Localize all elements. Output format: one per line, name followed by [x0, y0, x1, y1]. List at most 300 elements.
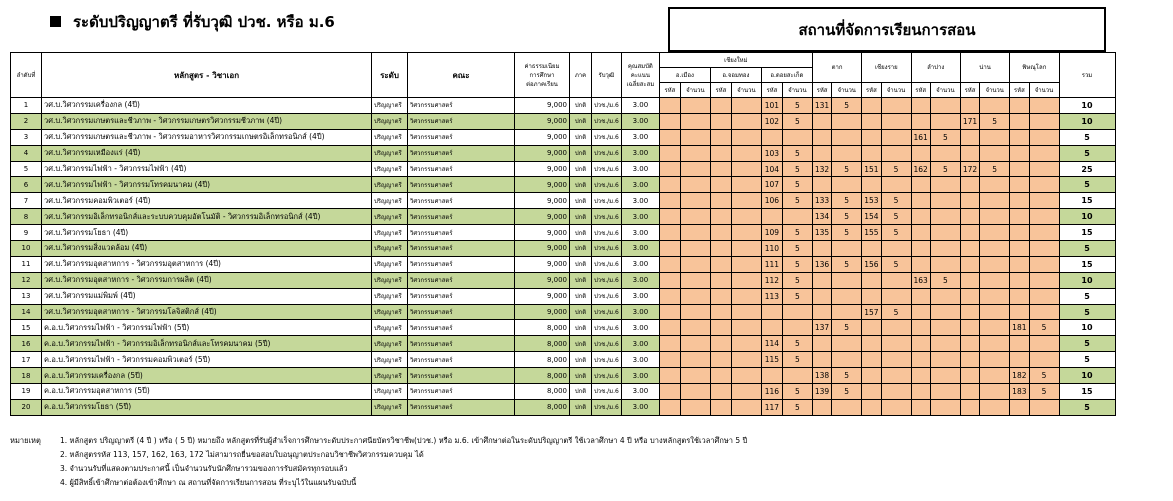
- venue-count-cell: 5: [782, 272, 812, 288]
- row-gpa: 3.00: [621, 368, 659, 384]
- venue-code-cell: [911, 145, 930, 161]
- row-term: ปกติ: [570, 320, 592, 336]
- row-no: 16: [11, 336, 42, 352]
- venue-count-cell: [782, 129, 812, 145]
- row-faculty: วิศวกรรมศาสตร์: [408, 368, 515, 384]
- venue-count-cell: [980, 145, 1010, 161]
- header-fee: ค่าธรรมเนียม การศึกษา ต่อภาคเรียน: [515, 53, 570, 98]
- venue-count-cell: [881, 368, 911, 384]
- venue-code-cell: [710, 384, 731, 400]
- header-cm-chomthong: อ.จอมทอง: [710, 68, 761, 83]
- row-total: 15: [1059, 256, 1115, 272]
- venue-count-cell: 5: [782, 225, 812, 241]
- row-total: 5: [1059, 288, 1115, 304]
- table-row: [11, 288, 1116, 304]
- venue-code-cell: [710, 209, 731, 225]
- row-qual: ปวช./ม.6: [592, 368, 622, 384]
- row-level: ปริญญาตรี: [372, 98, 408, 114]
- venue-count-cell: [1029, 352, 1059, 368]
- venue-code-cell: [659, 304, 680, 320]
- venue-code-cell: [960, 399, 979, 415]
- venue-code-cell: [659, 241, 680, 257]
- venue-count-cell: [731, 129, 761, 145]
- header-count: จำนวน: [680, 83, 710, 98]
- row-fee: 8,000: [515, 384, 570, 400]
- venue-code-cell: [862, 336, 881, 352]
- row-term: ปกติ: [570, 288, 592, 304]
- venue-code-cell: [659, 129, 680, 145]
- row-level: ปริญญาตรี: [372, 209, 408, 225]
- venue-count-cell: [731, 113, 761, 129]
- venue-count-cell: [680, 193, 710, 209]
- venue-code-cell: 136: [812, 256, 831, 272]
- venue-count-cell: [680, 399, 710, 415]
- row-qual: ปวช./ม.6: [592, 320, 622, 336]
- row-no: 1: [11, 98, 42, 114]
- venue-code-cell: [911, 304, 930, 320]
- venue-count-cell: [680, 304, 710, 320]
- venue-count-cell: [881, 320, 911, 336]
- venue-code-cell: [659, 368, 680, 384]
- note-item: 3. จำนวนรับที่แสดงตามประกาศนี้ เป็นจำนวนรับนักศึกษารวมของการรับสมัครทุกรอบแล้ว: [60, 464, 348, 473]
- row-faculty: วิศวกรรมศาสตร์: [408, 177, 515, 193]
- venue-code-cell: [710, 129, 731, 145]
- row-term: ปกติ: [570, 399, 592, 415]
- table-row: [11, 129, 1116, 145]
- venue-code-cell: [710, 113, 731, 129]
- venue-count-cell: [881, 399, 911, 415]
- venue-code-cell: [812, 177, 831, 193]
- venue-code-cell: [659, 209, 680, 225]
- row-level: ปริญญาตรี: [372, 193, 408, 209]
- venue-count-cell: [980, 98, 1010, 114]
- row-fee: 9,000: [515, 241, 570, 257]
- venue-count-cell: [930, 368, 960, 384]
- venue-code-cell: 153: [862, 193, 881, 209]
- row-qual: ปวช./ม.6: [592, 336, 622, 352]
- venue-count-cell: [1029, 98, 1059, 114]
- header-count: จำนวน: [782, 83, 812, 98]
- venue-code-cell: [862, 320, 881, 336]
- venue-count-cell: [930, 241, 960, 257]
- venue-code-cell: [862, 98, 881, 114]
- table-row: [11, 98, 1116, 114]
- row-term: ปกติ: [570, 129, 592, 145]
- venue-code-cell: [862, 241, 881, 257]
- venue-count-cell: [832, 177, 862, 193]
- venue-code-cell: [659, 98, 680, 114]
- row-no: 10: [11, 241, 42, 257]
- row-program: วศ.บ.วิศวกรรมอุตสาหการ - วิศวกรรมโลจิสติกส์ (4ปี): [42, 304, 372, 320]
- row-level: ปริญญาตรี: [372, 399, 408, 415]
- row-no: 15: [11, 320, 42, 336]
- header-program: หลักสูตร - วิชาเอก: [42, 53, 372, 98]
- venue-code-cell: [710, 161, 731, 177]
- venue-code-cell: [659, 352, 680, 368]
- venue-count-cell: [782, 304, 812, 320]
- row-gpa: 3.00: [621, 272, 659, 288]
- venue-code-cell: [761, 209, 782, 225]
- venue-count-cell: [980, 336, 1010, 352]
- row-gpa: 3.00: [621, 193, 659, 209]
- row-gpa: 3.00: [621, 98, 659, 114]
- note-item: 2. หลักสูตรรหัส 113, 157, 162, 163, 172 ไม่สามารถยื่นขอสอบใบอนุญาตประกอบวิชาชีพวิศวกรรมควบคุม ได้: [60, 450, 424, 459]
- row-gpa: 3.00: [621, 320, 659, 336]
- venue-count-cell: [1029, 193, 1059, 209]
- row-term: ปกติ: [570, 113, 592, 129]
- venue-code-cell: [710, 320, 731, 336]
- header-qual: รับวุฒิ: [592, 53, 622, 98]
- venue-count-cell: 5: [881, 304, 911, 320]
- row-total: 5: [1059, 304, 1115, 320]
- row-total: 5: [1059, 352, 1115, 368]
- venue-count-cell: [881, 177, 911, 193]
- venue-code-cell: [960, 272, 979, 288]
- venue-count-cell: [680, 113, 710, 129]
- venue-code-cell: [960, 209, 979, 225]
- venue-code-cell: [911, 209, 930, 225]
- row-faculty: วิศวกรรมศาสตร์: [408, 129, 515, 145]
- venue-code-cell: [659, 320, 680, 336]
- venue-code-cell: [659, 336, 680, 352]
- venue-code-cell: 131: [812, 98, 831, 114]
- row-faculty: วิศวกรรมศาสตร์: [408, 320, 515, 336]
- venue-count-cell: 5: [782, 145, 812, 161]
- venue-code-cell: 104: [761, 161, 782, 177]
- row-total: 10: [1059, 113, 1115, 129]
- venue-code-cell: 134: [812, 209, 831, 225]
- venue-count-cell: [980, 129, 1010, 145]
- venue-count-cell: [782, 320, 812, 336]
- venue-count-cell: [980, 241, 1010, 257]
- header-count: จำนวน: [980, 83, 1010, 98]
- venue-code-cell: [659, 177, 680, 193]
- row-program: วศ.บ.วิศวกรรมอุตสาหการ - วิศวกรรมอุตสาหการ (4ปี): [42, 256, 372, 272]
- row-qual: ปวช./ม.6: [592, 193, 622, 209]
- venue-count-cell: [680, 145, 710, 161]
- row-gpa: 3.00: [621, 241, 659, 257]
- venue-code-cell: [911, 98, 930, 114]
- venue-code-cell: [710, 177, 731, 193]
- venue-code-cell: [710, 399, 731, 415]
- venue-code-cell: 135: [812, 225, 831, 241]
- venue-count-cell: 5: [881, 161, 911, 177]
- table-row: [11, 352, 1116, 368]
- venue-count-cell: [680, 320, 710, 336]
- row-gpa: 3.00: [621, 288, 659, 304]
- row-faculty: วิศวกรรมศาสตร์: [408, 352, 515, 368]
- venue-count-cell: [680, 272, 710, 288]
- header-code: รหัส: [960, 83, 979, 98]
- venue-count-cell: 5: [832, 98, 862, 114]
- venue-count-cell: [1029, 225, 1059, 241]
- row-term: ปกติ: [570, 177, 592, 193]
- row-no: 5: [11, 161, 42, 177]
- row-gpa: 3.00: [621, 209, 659, 225]
- venue-code-cell: [862, 384, 881, 400]
- row-faculty: วิศวกรรมศาสตร์: [408, 193, 515, 209]
- row-level: ปริญญาตรี: [372, 336, 408, 352]
- row-level: ปริญญาตรี: [372, 129, 408, 145]
- venue-code-cell: [761, 129, 782, 145]
- header-count: จำนวน: [1029, 83, 1059, 98]
- venue-count-cell: [832, 399, 862, 415]
- venue-count-cell: 5: [832, 161, 862, 177]
- header-code: รหัส: [911, 83, 930, 98]
- venue-count-cell: 5: [980, 161, 1010, 177]
- note-item: 1. หลักสูตร ปริญญาตรี (4 ปี ) หรือ ( 5 ปี) หมายถึง หลักสูตรที่รับผู้สำเร็จการศึกษาระดับประกาศนียบัตรวิชาชีพ(ปวช.) หรือ ม.6. เข้าศึกษาต่อในระดับปริญญาตรี ใช้เวลาศึกษา 4 ปี หรือ บางหลักสูตรใช้เวลาศึกษา 5 ปี: [60, 436, 748, 445]
- venue-count-cell: [930, 288, 960, 304]
- venue-code-cell: [911, 288, 930, 304]
- venue-count-cell: [731, 98, 761, 114]
- row-faculty: วิศวกรรมศาสตร์: [408, 225, 515, 241]
- venue-count-cell: 5: [881, 209, 911, 225]
- row-fee: 9,000: [515, 161, 570, 177]
- venue-count-cell: [1029, 209, 1059, 225]
- venue-count-cell: 5: [782, 161, 812, 177]
- venue-count-cell: [731, 336, 761, 352]
- row-term: ปกติ: [570, 209, 592, 225]
- row-fee: 9,000: [515, 113, 570, 129]
- header-gpa: คุณสมบัติ คะแนน เฉลี่ยสะสม: [621, 53, 659, 98]
- row-level: ปริญญาตรี: [372, 145, 408, 161]
- program-table: [10, 52, 1116, 416]
- venue-count-cell: [731, 399, 761, 415]
- row-gpa: 3.00: [621, 225, 659, 241]
- venue-count-cell: [832, 129, 862, 145]
- header-faculty: คณะ: [408, 53, 515, 98]
- header-code: รหัส: [862, 83, 881, 98]
- venue-code-cell: [960, 288, 979, 304]
- venue-count-cell: 5: [980, 113, 1010, 129]
- venue-code-cell: [761, 368, 782, 384]
- table-row: [11, 256, 1116, 272]
- venue-code-cell: 111: [761, 256, 782, 272]
- row-qual: ปวช./ม.6: [592, 161, 622, 177]
- venue-code-cell: [812, 336, 831, 352]
- venue-code-cell: [1010, 161, 1029, 177]
- venue-code-cell: 102: [761, 113, 782, 129]
- venue-code-cell: [1010, 177, 1029, 193]
- venue-code-cell: [911, 384, 930, 400]
- venue-code-cell: 109: [761, 225, 782, 241]
- venue-code-cell: 172: [960, 161, 979, 177]
- venue-count-cell: 5: [930, 129, 960, 145]
- venue-code-cell: [710, 145, 731, 161]
- venue-count-cell: [832, 336, 862, 352]
- venue-code-cell: [911, 320, 930, 336]
- venue-code-cell: [960, 225, 979, 241]
- venue-count-cell: [680, 129, 710, 145]
- venue-code-cell: [911, 399, 930, 415]
- venue-code-cell: 112: [761, 272, 782, 288]
- venue-count-cell: 5: [1029, 368, 1059, 384]
- row-faculty: วิศวกรรมศาสตร์: [408, 288, 515, 304]
- row-term: ปกติ: [570, 161, 592, 177]
- venue-count-cell: [680, 336, 710, 352]
- row-gpa: 3.00: [621, 384, 659, 400]
- row-term: ปกติ: [570, 336, 592, 352]
- venue-code-cell: [1010, 272, 1029, 288]
- row-qual: ปวช./ม.6: [592, 145, 622, 161]
- venue-count-cell: [881, 336, 911, 352]
- venue-count-cell: 5: [782, 384, 812, 400]
- row-total: 5: [1059, 145, 1115, 161]
- venue-code-cell: [1010, 241, 1029, 257]
- table-row: [11, 241, 1116, 257]
- table-row: [11, 209, 1116, 225]
- row-no: 8: [11, 209, 42, 225]
- venue-code-cell: [960, 177, 979, 193]
- venue-code-cell: 107: [761, 177, 782, 193]
- venue-count-cell: 5: [782, 113, 812, 129]
- venue-count-cell: 5: [832, 225, 862, 241]
- row-gpa: 3.00: [621, 145, 659, 161]
- row-total: 5: [1059, 129, 1115, 145]
- venue-count-cell: [1029, 272, 1059, 288]
- header-total: รวม: [1059, 53, 1115, 98]
- header-phitsanulok: พิษณุโลก: [1010, 53, 1059, 83]
- venue-count-cell: [782, 209, 812, 225]
- venue-count-cell: [680, 225, 710, 241]
- row-term: ปกติ: [570, 256, 592, 272]
- row-gpa: 3.00: [621, 129, 659, 145]
- venue-count-cell: [731, 161, 761, 177]
- venue-count-cell: [930, 225, 960, 241]
- venue-count-cell: [731, 288, 761, 304]
- venue-code-cell: 163: [911, 272, 930, 288]
- venue-code-cell: [1010, 98, 1029, 114]
- row-qual: ปวช./ม.6: [592, 177, 622, 193]
- venue-code-cell: 182: [1010, 368, 1029, 384]
- header-count: จำนวน: [832, 83, 862, 98]
- row-total: 15: [1059, 225, 1115, 241]
- venue-count-cell: [881, 129, 911, 145]
- venue-count-cell: [980, 177, 1010, 193]
- venue-count-cell: [980, 352, 1010, 368]
- venue-code-cell: 115: [761, 352, 782, 368]
- venue-count-cell: [680, 256, 710, 272]
- row-qual: ปวช./ม.6: [592, 225, 622, 241]
- venue-count-cell: [980, 384, 1010, 400]
- venue-count-cell: [680, 98, 710, 114]
- row-fee: 9,000: [515, 304, 570, 320]
- row-fee: 9,000: [515, 177, 570, 193]
- table-row: [11, 304, 1116, 320]
- row-qual: ปวช./ม.6: [592, 304, 622, 320]
- venue-code-cell: 162: [911, 161, 930, 177]
- venue-count-cell: [680, 288, 710, 304]
- venue-count-cell: [1029, 241, 1059, 257]
- row-gpa: 3.00: [621, 177, 659, 193]
- venue-code-cell: [862, 399, 881, 415]
- venue-code-cell: 132: [812, 161, 831, 177]
- table-row: [11, 320, 1116, 336]
- venue-code-cell: [710, 352, 731, 368]
- venue-code-cell: [710, 256, 731, 272]
- venue-count-cell: [930, 193, 960, 209]
- venue-count-cell: [680, 209, 710, 225]
- venue-code-cell: [761, 320, 782, 336]
- row-no: 4: [11, 145, 42, 161]
- header-code: รหัส: [812, 83, 831, 98]
- table-row: [11, 336, 1116, 352]
- venue-count-cell: [980, 288, 1010, 304]
- venue-count-cell: [731, 272, 761, 288]
- venue-count-cell: 5: [881, 256, 911, 272]
- header-code: รหัส: [761, 83, 782, 98]
- venue-code-cell: [812, 241, 831, 257]
- venue-count-cell: [980, 225, 1010, 241]
- header-tak: ตาก: [812, 53, 861, 83]
- venue-code-cell: 183: [1010, 384, 1029, 400]
- row-level: ปริญญาตรี: [372, 161, 408, 177]
- venue-code-cell: [659, 399, 680, 415]
- venue-code-cell: [911, 193, 930, 209]
- venue-count-cell: [881, 288, 911, 304]
- venue-count-cell: 5: [782, 288, 812, 304]
- row-level: ปริญญาตรี: [372, 288, 408, 304]
- table-row: [11, 368, 1116, 384]
- row-qual: ปวช./ม.6: [592, 352, 622, 368]
- row-qual: ปวช./ม.6: [592, 288, 622, 304]
- venue-count-cell: 5: [1029, 320, 1059, 336]
- venue-code-cell: [659, 288, 680, 304]
- venue-count-cell: [1029, 256, 1059, 272]
- venue-code-cell: [960, 98, 979, 114]
- venue-code-cell: [710, 193, 731, 209]
- row-qual: ปวช./ม.6: [592, 256, 622, 272]
- venue-code-cell: [1010, 193, 1029, 209]
- venue-code-cell: 161: [911, 129, 930, 145]
- venue-count-cell: 5: [930, 272, 960, 288]
- venue-count-cell: 5: [881, 225, 911, 241]
- row-fee: 9,000: [515, 193, 570, 209]
- row-qual: ปวช./ม.6: [592, 272, 622, 288]
- venue-count-cell: [930, 399, 960, 415]
- venue-code-cell: [911, 336, 930, 352]
- row-gpa: 3.00: [621, 256, 659, 272]
- header-count: จำนวน: [881, 83, 911, 98]
- venue-code-cell: 151: [862, 161, 881, 177]
- venue-count-cell: [980, 320, 1010, 336]
- venue-code-cell: [862, 368, 881, 384]
- venue-count-cell: [832, 272, 862, 288]
- row-term: ปกติ: [570, 241, 592, 257]
- row-total: 5: [1059, 177, 1115, 193]
- note-item: 4. ผู้มีสิทธิ์เข้าศึกษาต่อต้องเข้าศึกษา ณ สถานที่จัดการเรียนการสอน ที่ระบุไว้ในแผนรับฉบับนี้: [60, 478, 357, 487]
- venue-code-cell: [710, 288, 731, 304]
- row-total: 10: [1059, 320, 1115, 336]
- row-level: ปริญญาตรี: [372, 272, 408, 288]
- venue-code-cell: [960, 336, 979, 352]
- row-program: วศ.บ.วิศวกรรมเหมืองแร่ (4ปี): [42, 145, 372, 161]
- row-total: 10: [1059, 98, 1115, 114]
- venue-code-cell: [761, 304, 782, 320]
- header-chiangrai: เชียงราย: [862, 53, 911, 83]
- venue-code-cell: 181: [1010, 320, 1029, 336]
- venue-code-cell: [659, 193, 680, 209]
- venue-code-cell: [812, 113, 831, 129]
- venue-code-cell: [862, 272, 881, 288]
- venue-count-cell: 5: [782, 241, 812, 257]
- row-program: ค.อ.บ.วิศวกรรมอุตสาหการ (5ปี): [42, 384, 372, 400]
- row-no: 20: [11, 399, 42, 415]
- row-faculty: วิศวกรรมศาสตร์: [408, 304, 515, 320]
- venue-count-cell: 5: [782, 352, 812, 368]
- row-faculty: วิศวกรรมศาสตร์: [408, 272, 515, 288]
- venue-count-cell: [980, 399, 1010, 415]
